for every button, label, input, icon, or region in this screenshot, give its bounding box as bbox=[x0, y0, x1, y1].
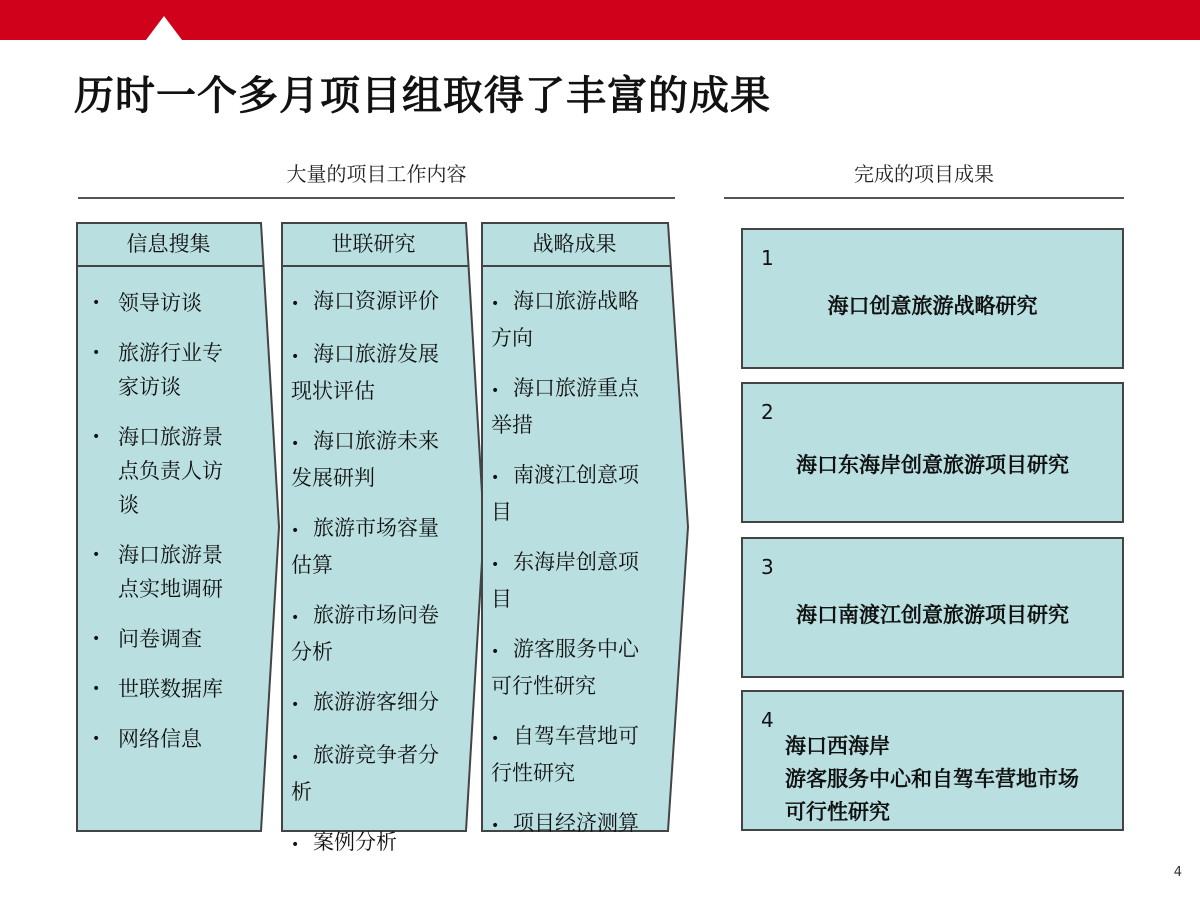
bullet-icon: • bbox=[291, 523, 300, 539]
result-box-2 bbox=[741, 382, 1124, 523]
column-3-list bbox=[491, 284, 657, 859]
bullet-icon: • bbox=[291, 750, 300, 766]
bullet-icon: • bbox=[291, 296, 300, 312]
list-item: • 旅游行业专家访谈 bbox=[76, 336, 240, 404]
list-item: • 旅游市场问卷分析 bbox=[291, 603, 439, 664]
column-info-collection bbox=[76, 222, 281, 832]
list-item: • 东海岸创意项目 bbox=[491, 550, 639, 611]
right-section-divider bbox=[724, 197, 1124, 199]
list-item: • 项目经济测算 bbox=[491, 806, 657, 843]
list-item: • 南渡江创意项目 bbox=[491, 463, 639, 524]
list-item: • 旅游游客细分 bbox=[291, 685, 457, 722]
result-number: 4 bbox=[761, 708, 774, 732]
list-item: • 海口旅游景点负责人访谈 bbox=[76, 420, 240, 522]
right-section-heading: 完成的项目成果 bbox=[854, 162, 994, 186]
bullet-icon: • bbox=[291, 610, 300, 626]
result-box-4 bbox=[741, 690, 1124, 831]
bullet-icon: • bbox=[291, 837, 300, 853]
result-title-line: 可行性研究 bbox=[785, 800, 890, 824]
list-item: • 海口旅游战略方向 bbox=[491, 289, 639, 350]
result-title-lines bbox=[785, 730, 1079, 829]
column-2-header: 世联研究 bbox=[331, 232, 416, 256]
result-number: 1 bbox=[761, 246, 774, 270]
column-research bbox=[281, 222, 486, 854]
left-section-divider bbox=[78, 197, 675, 199]
result-box-1 bbox=[741, 228, 1124, 369]
list-item: • 自驾车营地可行性研究 bbox=[491, 724, 639, 785]
list-item: • 旅游市场容量估算 bbox=[291, 516, 439, 577]
bullet-icon: • bbox=[491, 818, 500, 834]
list-item: • 问卷调查 bbox=[76, 622, 246, 656]
column-strategy-results bbox=[481, 222, 691, 835]
list-item: • 海口旅游未来发展研判 bbox=[291, 429, 439, 490]
list-item: • 海口旅游重点举措 bbox=[491, 376, 639, 437]
result-title-line: 游客服务中心和自驾车营地市场 bbox=[785, 767, 1079, 791]
list-item: • 网络信息 bbox=[76, 722, 246, 756]
list-item: • 游客服务中心可行性研究 bbox=[491, 637, 639, 698]
list-item: • 旅游竞争者分析 bbox=[291, 743, 439, 804]
bullet-icon: • bbox=[291, 349, 300, 365]
result-title: 海口创意旅游战略研究 bbox=[827, 294, 1038, 318]
bullet-icon: • bbox=[291, 697, 300, 713]
result-title: 海口南渡江创意旅游项目研究 bbox=[796, 603, 1069, 627]
column-3-header: 战略成果 bbox=[532, 232, 617, 256]
bullet-icon: • bbox=[491, 296, 500, 312]
result-box-3 bbox=[741, 537, 1124, 678]
bullet-icon: • bbox=[491, 470, 500, 486]
slide-title: 历时一个多月项目组取得了丰富的成果 bbox=[74, 73, 771, 119]
list-item: • 海口旅游景点实地调研 bbox=[76, 538, 240, 606]
list-item: • 海口资源评价 bbox=[291, 284, 457, 321]
page-number: 4 bbox=[1173, 865, 1182, 880]
bullet-icon: • bbox=[491, 383, 500, 399]
bullet-icon: • bbox=[491, 644, 500, 660]
bullet-icon: • bbox=[491, 731, 500, 747]
result-number: 2 bbox=[761, 400, 774, 424]
list-item: • 案例分析 bbox=[291, 825, 457, 862]
list-item: • 世联数据库 bbox=[76, 672, 246, 706]
top-bar-notch bbox=[146, 16, 182, 40]
left-section-heading: 大量的项目工作内容 bbox=[286, 162, 467, 186]
result-title: 海口东海岸创意旅游项目研究 bbox=[796, 453, 1069, 477]
column-1-list bbox=[76, 286, 246, 772]
column-1-header: 信息搜集 bbox=[126, 232, 211, 256]
result-title-line: 海口西海岸 bbox=[785, 734, 890, 758]
list-item: • 领导访谈 bbox=[76, 286, 246, 320]
list-item: • 海口旅游发展现状评估 bbox=[291, 342, 439, 403]
bullet-icon: • bbox=[291, 436, 300, 452]
bullet-icon: • bbox=[491, 557, 500, 573]
result-number: 3 bbox=[761, 555, 774, 579]
column-2-list bbox=[291, 284, 457, 878]
